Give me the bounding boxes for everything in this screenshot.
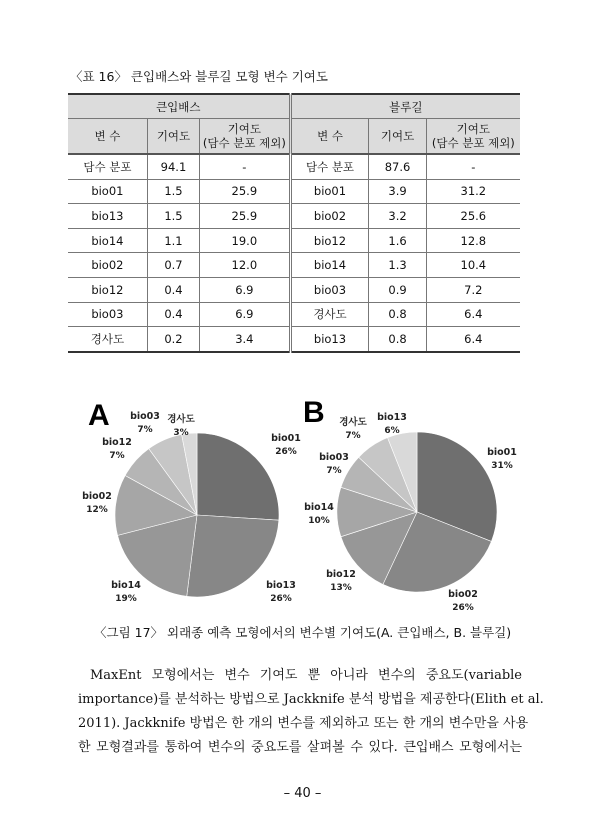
slice-name-label: bio03 <box>319 452 349 463</box>
table-cell: 6.9 <box>200 277 290 302</box>
table-cell: 10.4 <box>426 253 520 278</box>
table-cell: bio14 <box>290 253 369 278</box>
table-cell: 6.4 <box>426 327 520 352</box>
slice-value-label: 12% <box>86 505 108 515</box>
body-paragraph <box>78 664 544 760</box>
chart-panel-label: A <box>88 399 110 432</box>
table-cell: 12.0 <box>200 253 290 278</box>
paragraph-line: importance)를 분석하는 방법으로 Jackknife 분석 방법을 제공한다(Elith et al. <box>78 692 544 707</box>
slice-value-label: 13% <box>330 583 352 593</box>
table-cell: 3.2 <box>369 204 426 229</box>
table-cell: 31.2 <box>426 179 520 204</box>
slice-value-label: 7% <box>137 425 153 435</box>
slice-value-label: 3% <box>173 428 189 438</box>
page-number: – 40 – <box>283 786 322 801</box>
slice-name-label: bio01 <box>487 447 517 458</box>
table-cell: 경사도 <box>68 327 147 352</box>
table-cell: bio13 <box>290 327 369 352</box>
table-cell: 25.9 <box>200 204 290 229</box>
table-cell: bio14 <box>68 228 147 253</box>
column-header: 변 수 <box>290 119 369 155</box>
table-cell: bio02 <box>290 204 369 229</box>
table-cell: 0.9 <box>369 277 426 302</box>
chart-panel-label: B <box>303 396 325 429</box>
table-cell: 3.4 <box>200 327 290 352</box>
table-cell: 6.9 <box>200 302 290 327</box>
header-line: (담수 분포 제외) <box>431 136 515 150</box>
table-cell: - <box>426 154 520 179</box>
slice-name-label: bio03 <box>130 411 160 422</box>
paragraph-line: 2011). Jackknife 방법은 한 개의 변수를 제외하고 또는 한 개의 변수만을 사용 <box>78 716 529 731</box>
table-cell: bio01 <box>290 179 369 204</box>
table-cell: 1.5 <box>147 179 199 204</box>
table-cell: 6.4 <box>426 302 520 327</box>
table-cell: bio03 <box>290 277 369 302</box>
table-cell: bio02 <box>68 253 147 278</box>
figure-caption: 〈그림 17〉 외래종 예측 모형에서의 변수별 기여도(A. 큰입배스, B. 블루길) <box>94 625 512 640</box>
group-header-bluegill: 블루길 <box>290 94 520 119</box>
table-cell: 경사도 <box>290 302 369 327</box>
table-cell: bio13 <box>68 204 147 229</box>
slice-name-label: bio02 <box>82 491 112 502</box>
table-cell: 담수 분포 <box>68 154 147 179</box>
slice-value-label: 7% <box>326 466 342 476</box>
slice-value-label: 26% <box>270 594 292 604</box>
table-cell: - <box>200 154 290 179</box>
table-cell: 1.6 <box>369 228 426 253</box>
slice-name-label: bio02 <box>448 589 478 600</box>
table-cell: bio12 <box>290 228 369 253</box>
slice-value-label: 26% <box>275 447 297 457</box>
table-caption: 〈표 16〉 큰입배스와 블루길 모형 변수 기여도 <box>70 69 328 84</box>
slice-name-label: bio01 <box>271 433 301 444</box>
slice-value-label: 6% <box>384 426 400 436</box>
table-cell: 0.8 <box>369 327 426 352</box>
table-cell: 25.6 <box>426 204 520 229</box>
group-header-largemouth-bass: 큰입배스 <box>68 94 290 119</box>
table-cell: 87.6 <box>369 154 426 179</box>
slice-name-label: bio14 <box>304 502 334 513</box>
paragraph-line: 한 모형결과를 통하여 변수의 중요도를 살펴볼 수 있다. 큰입배스 모형에서는 <box>78 740 522 755</box>
table-cell: 0.2 <box>147 327 199 352</box>
table-cell: 0.4 <box>147 302 199 327</box>
table-cell: 19.0 <box>200 228 290 253</box>
table-cell: 1.3 <box>369 253 426 278</box>
table-cell: 0.8 <box>369 302 426 327</box>
table-cell: 3.9 <box>369 179 426 204</box>
paragraph-line: MaxEnt 모형에서는 변수 기여도 뿐 아니라 변수의 중요도(variable <box>90 668 522 683</box>
slice-name-label: 경사도 <box>339 417 367 428</box>
slice-name-label: bio12 <box>102 437 132 448</box>
table-cell: 7.2 <box>426 277 520 302</box>
pie-slice-bio01 <box>197 433 279 520</box>
column-header: 변 수 <box>68 119 147 155</box>
table-cell: 12.8 <box>426 228 520 253</box>
pie-slice-bio13 <box>187 515 279 597</box>
header-line: 기여도 <box>227 122 262 136</box>
slice-name-label: bio13 <box>377 412 407 423</box>
table-cell: 25.9 <box>200 179 290 204</box>
slice-value-label: 10% <box>308 516 330 526</box>
slice-name-label: bio12 <box>326 569 356 580</box>
table-cell: 94.1 <box>147 154 199 179</box>
table-cell: bio12 <box>68 277 147 302</box>
header-line: 기여도 <box>456 122 490 136</box>
slice-name-label: bio13 <box>266 580 296 591</box>
table-cell: 1.5 <box>147 204 199 229</box>
slice-value-label: 26% <box>452 603 474 613</box>
table-cell: 0.7 <box>147 253 199 278</box>
slice-name-label: bio14 <box>111 580 141 591</box>
table-cell: 0.4 <box>147 277 199 302</box>
slice-value-label: 31% <box>491 461 513 471</box>
header-line: (담수 분포 제외) <box>202 136 286 150</box>
table-cell: 1.1 <box>147 228 199 253</box>
table-cell: 담수 분포 <box>290 154 369 179</box>
column-header: 기여도 <box>369 119 426 155</box>
slice-value-label: 7% <box>345 431 361 441</box>
table-cell: bio01 <box>68 179 147 204</box>
slice-value-label: 7% <box>109 451 125 461</box>
column-header: 기여도 <box>147 119 199 155</box>
slice-name-label: 경사도 <box>167 414 195 425</box>
slice-value-label: 19% <box>115 594 137 604</box>
table-cell: bio03 <box>68 302 147 327</box>
